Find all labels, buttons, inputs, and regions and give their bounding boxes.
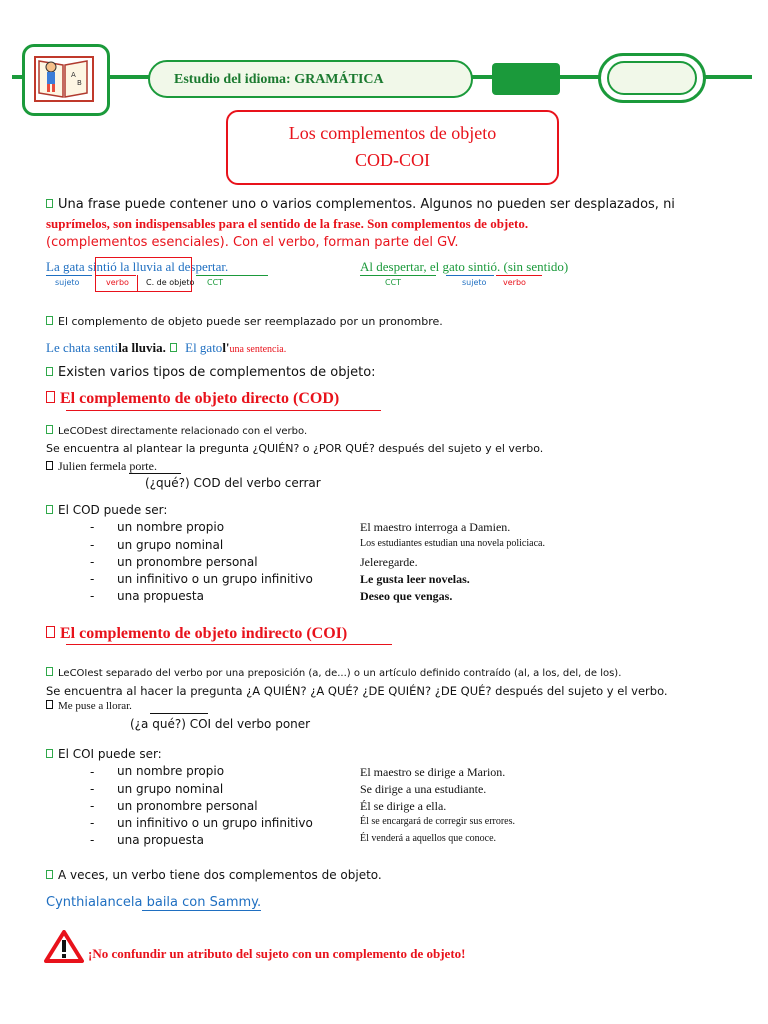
label-sujeto: sujeto [55,278,80,287]
bullet-icon [46,505,53,514]
cct2-underline [360,275,436,276]
title-line1: Los complementos de objeto [288,123,497,143]
svg-text:B: B [77,79,82,87]
bullet-icon [46,461,53,470]
sujeto2-underline [446,275,494,276]
cod-line4: (¿qué?) COD del verbo cerrar [145,476,321,490]
cod-type-4: una propuesta [117,589,204,603]
coi-blank-underline [150,713,208,714]
bullet-icon [170,343,177,352]
coi-example-0: El maestro se dirige a Marion. [360,765,506,779]
cod-can-be: El COD puede ser: [46,503,167,517]
logo [22,44,110,116]
dash: - [90,799,95,813]
cod-example-2: Jeleregarde. [360,555,418,569]
coi-type-2: un pronombre personal [117,799,258,813]
label2-cct: CCT [385,278,402,287]
sujeto-underline [46,275,92,276]
coi-example-2: Él se dirige a ella. [360,799,447,813]
coi-example-4: Él venderá a aquellos que conoce. [360,833,497,844]
coi-example-3: Él se encargará de corregir sus errores. [360,816,516,827]
intro-line1: Una frase puede contener uno o varios complementos. Algunos no pueden ser desplazados, ni [46,197,675,212]
section-title: Estudio del idioma: GRAMÁTICA [174,72,384,87]
two-obj-example: Cynthialancela baila con Sammy. [46,895,262,910]
two-obj-line: A veces, un verbo tiene dos complementos de objeto. [46,868,382,882]
cod-example-0: El maestro interroga a Damien. [360,520,511,534]
cod-example-3: Le gusta leer novelas. [360,572,470,586]
dash: - [90,816,95,830]
label-c-objeto: C. de objeto [146,278,195,287]
object-divider [137,275,138,291]
coi-line4: (¿a qué?) COI del verbo poner [130,717,311,731]
replace-example: Le chata sentila lluvia. El gatol'una sentencia. [46,340,287,355]
dash: - [90,782,95,796]
verbo2-underline [496,275,542,276]
cod-line3: Julien fermela porte. [46,459,181,474]
cod-example-1: Los estudiantes estudian una novela policiaca. [360,538,545,549]
label-cct: CCT [207,278,224,287]
cod-heading-underline [66,410,381,411]
header-oval-right [598,53,706,103]
coi-can-be: El COI puede ser: [46,747,162,761]
coi-line3: Me puse a llorar. [46,700,132,712]
title-line2: COD-COI [355,150,430,170]
label-verbo: verbo [106,278,129,287]
cod-type-2: un pronombre personal [117,555,258,569]
cod-type-3: un infinitivo o un grupo infinitivo [117,572,313,586]
cod-type-0: un nombre propio [117,520,225,534]
cod-line2: Se encuentra al plantear la pregunta ¿QUIÉN? o ¿POR QUÉ? después del sujeto y el verbo. [46,442,544,455]
bullet-icon [46,667,53,676]
coi-line1: LeCOIest separado del verbo por una preposición (a, de...) o un artículo definido contraído (al, a los, del, de los). [46,667,621,679]
dash: - [90,555,95,569]
bullet-icon [46,626,55,638]
coi-example-1: Se dirige a una estudiante. [360,782,487,796]
example1b-sentence: Al despertar, el gato sintió. (sin sentido) [360,259,569,274]
bullet-icon [46,425,53,434]
example1-text: La gata sintió la lluvia al despertar. [46,259,229,274]
cod-example-4: Deseo que vengas. [360,589,453,603]
label2-verbo: verbo [503,278,526,287]
bullet-icon [46,870,53,879]
dash: - [90,520,95,534]
dash: - [90,538,95,552]
dash: - [90,765,95,779]
cod-line1: LeCODest directamente relacionado con el verbo. [46,425,307,437]
section-title-box [148,60,473,98]
dash: - [90,589,95,603]
cct-underline [196,275,268,276]
dash: - [90,572,95,586]
warning-triangle-icon [44,930,84,964]
coi-type-0: un nombre propio [117,764,225,778]
open-book-with-child-icon [25,47,107,113]
bullet-icon [46,749,53,758]
types-intro: Existen varios tipos de complementos de objeto: [46,365,376,380]
coi-heading: El complemento de objeto indirecto (COI) [46,625,347,643]
dash: - [90,833,95,847]
label2-sujeto: sujeto [462,278,487,287]
coi-line2: Se encuentra al hacer la pregunta ¿A QUIÉN? ¿A QUÉ? ¿DE QUIÉN? ¿DE QUÉ? después del sujeto y el verbo. [46,684,668,698]
header-green-block [492,63,560,95]
intro-line3: (complementos esenciales). Con el verbo, forman parte del GV. [46,235,459,250]
bullet-icon [46,367,53,376]
bullet-icon [46,391,55,403]
cod-type-1: un grupo nominal [117,538,224,552]
bullet-icon [46,700,53,709]
coi-type-4: una propuesta [117,833,204,847]
svg-text:A: A [71,71,76,79]
coi-heading-underline [66,644,392,645]
coi-type-3: un infinitivo o un grupo infinitivo [117,816,313,830]
replace-line: El complemento de objeto puede ser reemplazado por un pronombre. [46,315,443,328]
coi-type-1: un grupo nominal [117,782,224,796]
intro-line2: suprímelos, son indispensables para el sentido de la frase. Son complementos de objeto. [46,216,529,231]
title-box [226,110,559,185]
cod-heading: El complemento de objeto directo (COD) [46,390,339,408]
warning-text: ¡No confundir un atributo del sujeto con un complemento de objeto! [88,946,466,961]
bullet-icon [46,316,53,325]
bullet-icon [46,199,53,208]
